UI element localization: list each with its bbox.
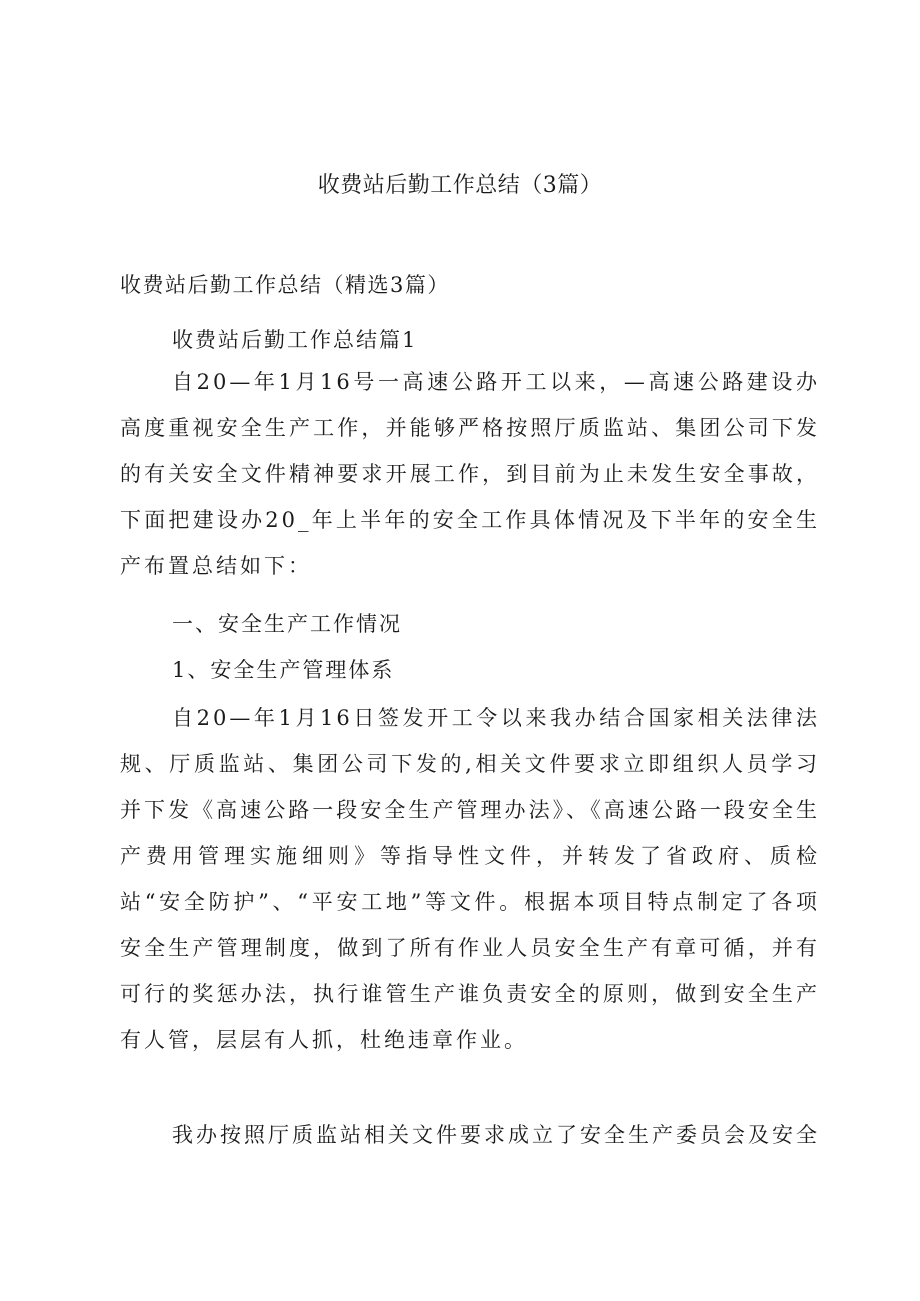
heading-safety-work: 一、安全生产工作情况 xyxy=(172,612,402,636)
document-title: 收费站后勤工作总结（3篇） xyxy=(317,173,603,198)
document-subtitle: 收费站后勤工作总结（精选3篇） xyxy=(120,273,450,297)
paragraph-intro: 自20—年1月16号一高速公路开工以来，—高速公路建设办高度重视安全生产工作，并能够严格按照厅质监站、集团公司下发的有关安全文件精神要求开展工作，到目前为止未发生安全事故，下面把建设办20_年上半年的安全工作具体情况及下半年的安全生产布置总结如下： xyxy=(120,370,820,578)
paragraph-management-system: 自20—年1月16日签发开工令以来我办结合国家相关法律法规、厅质监站、集团公司下发的,相关文件要求立即组织人员学习并下发《高速公路一段安全生产管理办法》、《高速公路一段安全生产费用管理实施细则》等指导性文件，并转发了省政府、质检站“安全防护”、“平安工地”等文件。根据本项目特点制定了各项安全生产管理制度，做到了所有作业人员安全生产有章可循，并有可行的奖惩办法，执行谁管生产谁负责安全的原则，做到安全生产有人管，层层有人抓，杜绝违章作业。 xyxy=(120,706,820,1052)
paragraph-committee: 我办按照厅质监站相关文件要求成立了安全生产委员会及安全 xyxy=(172,1123,820,1147)
heading-management-system: 1、安全生产管理体系 xyxy=(172,658,395,682)
section-title: 收费站后勤工作总结篇1 xyxy=(172,328,418,352)
